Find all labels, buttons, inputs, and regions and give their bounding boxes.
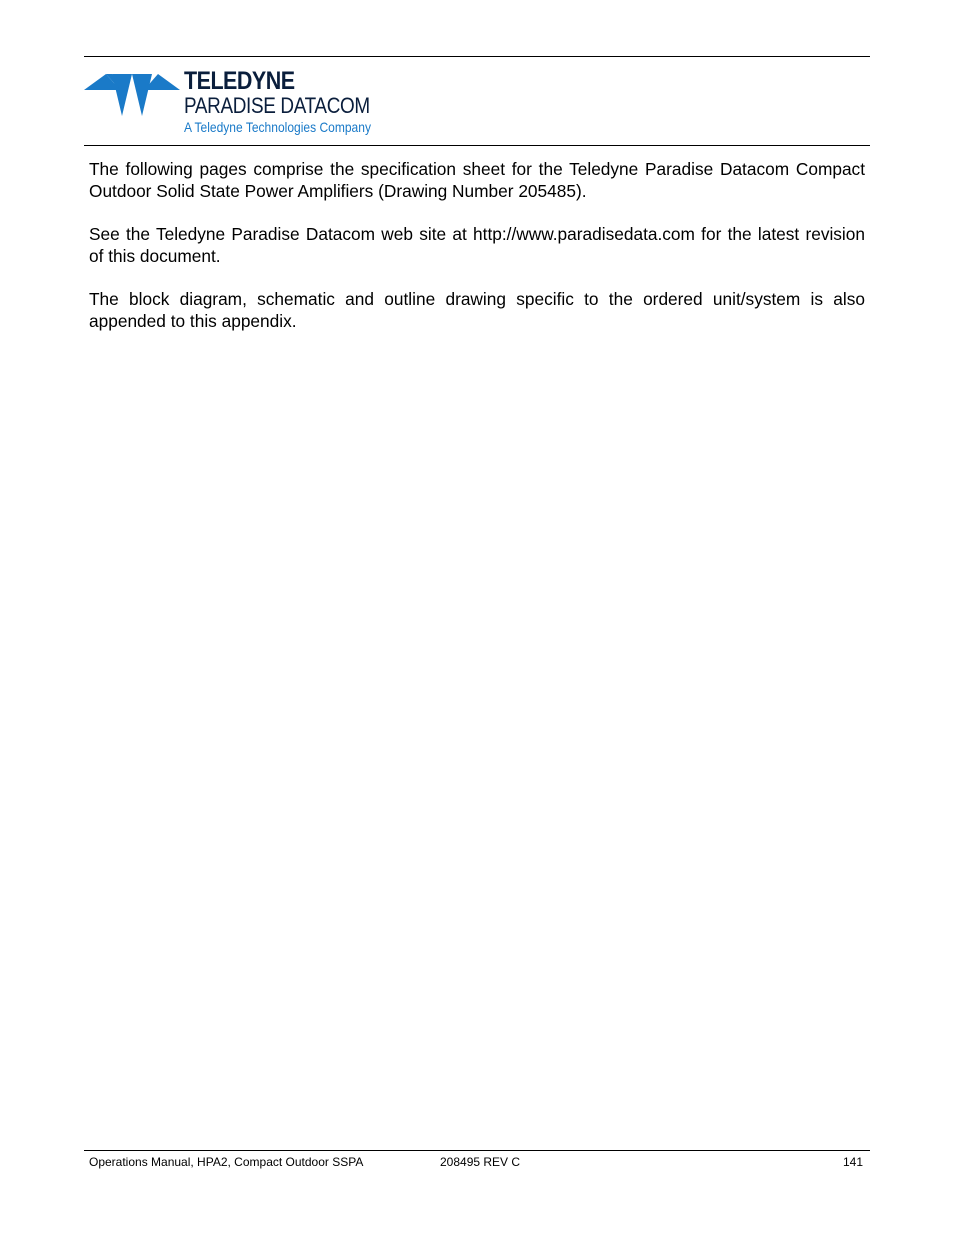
footer-document-number: 208495 REV C — [440, 1155, 521, 1169]
paragraph-3: The block diagram, schematic and outline drawing specific to the ordered unit/system is also appended to this appendix. — [89, 289, 865, 331]
logo-tagline: A Teledyne Technologies Company — [184, 119, 371, 135]
footer-rule — [84, 1150, 870, 1151]
body-text — [89, 158, 865, 353]
paragraph-1: The following pages comprise the specification sheet for the Teledyne Paradise Datacom Compact Outdoor Solid State Power Amplifiers (Drawing Number 205485). — [89, 159, 865, 201]
header-bottom-rule — [84, 145, 870, 146]
header-top-rule — [84, 56, 870, 57]
footer-page-number: 141 — [843, 1155, 864, 1169]
logo-company-name: TELEDYNE — [184, 67, 295, 95]
logo-wordmark — [184, 68, 401, 136]
paragraph-2: See the Teledyne Paradise Datacom web site at http://www.paradisedata.com for the latest revision of this document. — [89, 224, 865, 266]
footer-manual-title: Operations Manual, HPA2, Compact Outdoor SSPA — [89, 1155, 364, 1169]
logo-division-name: PARADISE DATACOM — [184, 93, 370, 118]
company-logo — [84, 68, 414, 140]
teledyne-triangles-logo-icon — [84, 70, 180, 118]
